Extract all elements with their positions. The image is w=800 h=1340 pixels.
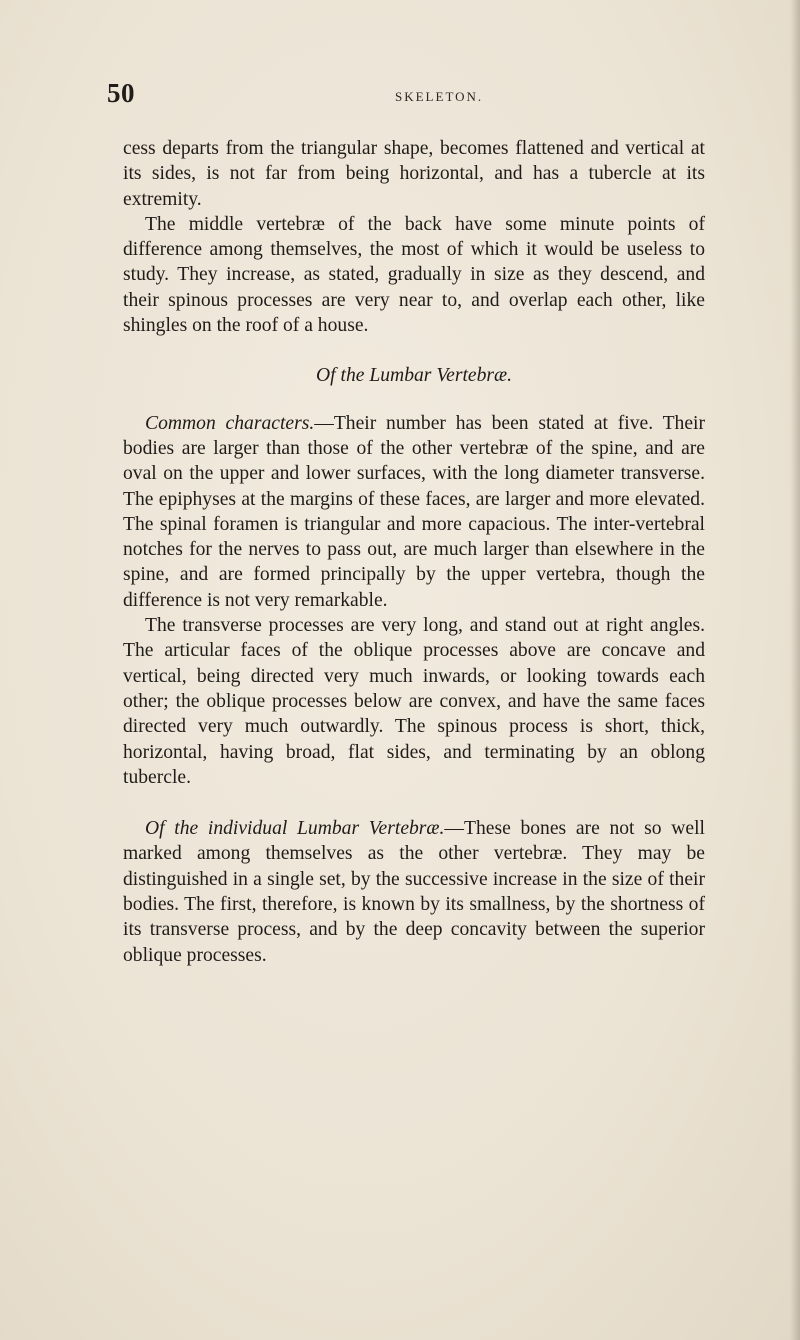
paragraph-transverse-processes: The transverse processes are very long, and stand out at right angles. The articular faces of the oblique processes above are concave and vertical, being directed very much inwards, or looking towards each other; the oblique processes below are convex, and have the same faces directed very much outwardly. The spinous process is short, thick, horizontal, having broad, flat sides, and terminating by an oblong tubercle. bbox=[123, 615, 705, 788]
page-header bbox=[107, 78, 707, 118]
body-text bbox=[123, 136, 705, 968]
paragraph-lead: Common characters. bbox=[145, 412, 315, 434]
paragraph-body: —These bones are not so well marked among themselves as the other vertebræ. They may be distinguished in a single set, by the successive increase in the size of their bodies. The first, therefore, is known by its smallness, by the shortness of its transverse process, and by the deep concavity between the superior oblique processes. bbox=[123, 818, 705, 966]
paragraph-common-characters bbox=[123, 411, 705, 613]
paragraph-continued: cess departs from the triangular shape, becomes flattened and vertical at its sides, is not far from being horizontal, and has a tubercle at its extremity. bbox=[123, 138, 705, 210]
page-edge-shadow bbox=[790, 0, 800, 1340]
paragraph-middle-vertebrae: The middle vertebræ of the back have some minute points of difference among themselves, the most of which it would be useless to study. They increase, as stated, gradually in size as they descend, and their spinous processes are very near to, and overlap each other, like shingles on the roof of a house. bbox=[123, 213, 705, 337]
paragraph-individual-lumbar bbox=[123, 816, 705, 968]
page-number: 50 bbox=[107, 78, 135, 108]
section-heading: Of the Lumbar Vertebræ. bbox=[316, 365, 512, 387]
running-head: SKELETON. bbox=[395, 89, 484, 104]
paragraph-lead: Of the individual Lumbar Vertebræ. bbox=[145, 818, 445, 840]
paragraph-body: —Their number has been stated at five. Their bodies are larger than those of the other vertebræ of the spine, and are oval on the upper and lower surfaces, with the long diameter transverse. The epiphyses at the margins of these faces, are larger and more elevated. The spinal foramen is triangular and more capacious. The inter-vertebral notches for the nerves to pass out, are much larger than elsewhere in the spine, and are formed principally by the upper vertebra, though the difference is not very remarkable. bbox=[123, 412, 705, 611]
